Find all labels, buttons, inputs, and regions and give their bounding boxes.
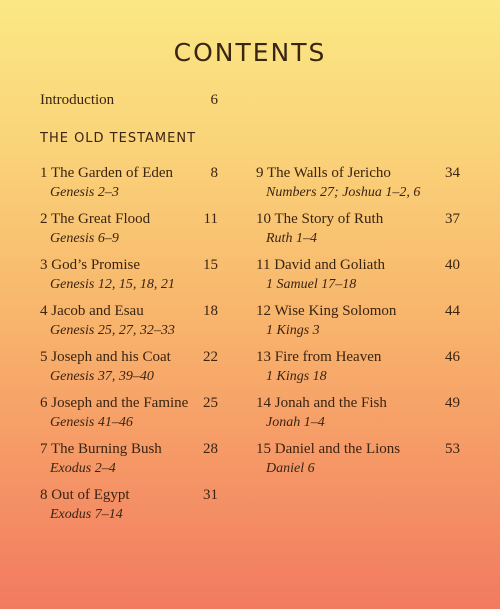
toc-entry-page: 11 [203, 211, 218, 227]
toc-entry[interactable] [256, 440, 460, 486]
toc-entry-title: 12 Wise King Solomon [256, 303, 397, 319]
toc-entry-title: 8 Out of Egypt [40, 487, 130, 503]
toc-entry-reference: Ruth 1–4 [266, 231, 317, 246]
toc-entry-title: 3 God’s Promise [40, 257, 141, 273]
toc-entry-reference: Jonah 1–4 [266, 415, 325, 430]
toc-entry-title: 15 Daniel and the Lions [256, 441, 401, 457]
toc-entry-title: 9 The Walls of Jericho [256, 165, 391, 181]
toc-entry-title: 7 The Burning Bush [40, 441, 162, 457]
toc-entry-introduction[interactable] [40, 92, 218, 109]
toc-entry-title: 4 Jacob and Esau [40, 303, 144, 319]
toc-entry-title: 1 The Garden of Eden [40, 165, 174, 181]
toc-entry-page: 53 [445, 441, 460, 457]
toc-entry-reference: Exodus 7–14 [50, 507, 123, 522]
toc-entry[interactable] [256, 302, 460, 348]
toc-entry-title: 2 The Great Flood [40, 211, 151, 227]
toc-column-right [256, 164, 460, 486]
toc-entry-reference: Daniel 6 [266, 461, 315, 476]
toc-entry-page: 34 [445, 165, 460, 181]
toc-entry-reference: Numbers 27; Joshua 1–2, 6 [266, 185, 421, 200]
toc-entry[interactable] [40, 394, 218, 440]
toc-entry-reference: Genesis 12, 15, 18, 21 [50, 277, 175, 292]
toc-entry-page: 15 [203, 257, 218, 273]
toc-entry[interactable] [40, 210, 218, 256]
toc-entry-page: 46 [445, 349, 460, 365]
toc-entry[interactable] [256, 394, 460, 440]
toc-entry-page: 28 [203, 441, 218, 457]
toc-entry-page: 8 [210, 165, 218, 181]
toc-entry[interactable] [40, 440, 218, 486]
toc-entry-page: 40 [445, 257, 460, 273]
toc-entry-page: 37 [445, 211, 460, 227]
toc-entry-title: 13 Fire from Heaven [256, 349, 382, 365]
toc-entry[interactable] [40, 348, 218, 394]
page-title: CONTENTS [173, 38, 327, 67]
toc-entry-title: Introduction [40, 92, 115, 108]
toc-entry-reference: 1 Kings 3 [266, 323, 320, 338]
toc-entry-title: 6 Joseph and the Famine [40, 395, 189, 411]
toc-entry[interactable] [256, 256, 460, 302]
toc-entry-reference: Genesis 2–3 [50, 185, 119, 200]
toc-entry-page: 18 [203, 303, 218, 319]
toc-entry-page: 44 [445, 303, 460, 319]
toc-entry-title: 11 David and Goliath [256, 257, 386, 273]
toc-entry-title: 5 Joseph and his Coat [40, 349, 171, 365]
toc-entry-page: 6 [210, 92, 218, 108]
toc-entry-page: 49 [445, 395, 460, 411]
toc-entry-page: 31 [203, 487, 218, 503]
toc-entry[interactable] [256, 348, 460, 394]
toc-entry-title: 14 Jonah and the Fish [256, 395, 387, 411]
toc-entry-reference: Genesis 6–9 [50, 231, 119, 246]
toc-entry-reference: Genesis 37, 39–40 [50, 369, 154, 384]
toc-entry[interactable] [40, 486, 218, 532]
toc-entry-page: 25 [203, 395, 218, 411]
toc-entry[interactable] [40, 164, 218, 210]
toc-entry[interactable] [256, 210, 460, 256]
section-heading: THE OLD TESTAMENT [40, 131, 197, 146]
toc-entry[interactable] [40, 302, 218, 348]
toc-entry-reference: Exodus 2–4 [50, 461, 116, 476]
toc-entry-reference: 1 Kings 18 [266, 369, 327, 384]
toc-entry-reference: 1 Samuel 17–18 [266, 277, 357, 292]
toc-entry-reference: Genesis 25, 27, 32–33 [50, 323, 175, 338]
toc-entry[interactable] [256, 164, 460, 210]
toc-entry-title: 10 The Story of Ruth [256, 211, 384, 227]
toc-entry-reference: Genesis 41–46 [50, 415, 133, 430]
toc-entry[interactable] [40, 256, 218, 302]
toc-column-left [40, 164, 218, 532]
toc-entry-page: 22 [203, 349, 218, 365]
